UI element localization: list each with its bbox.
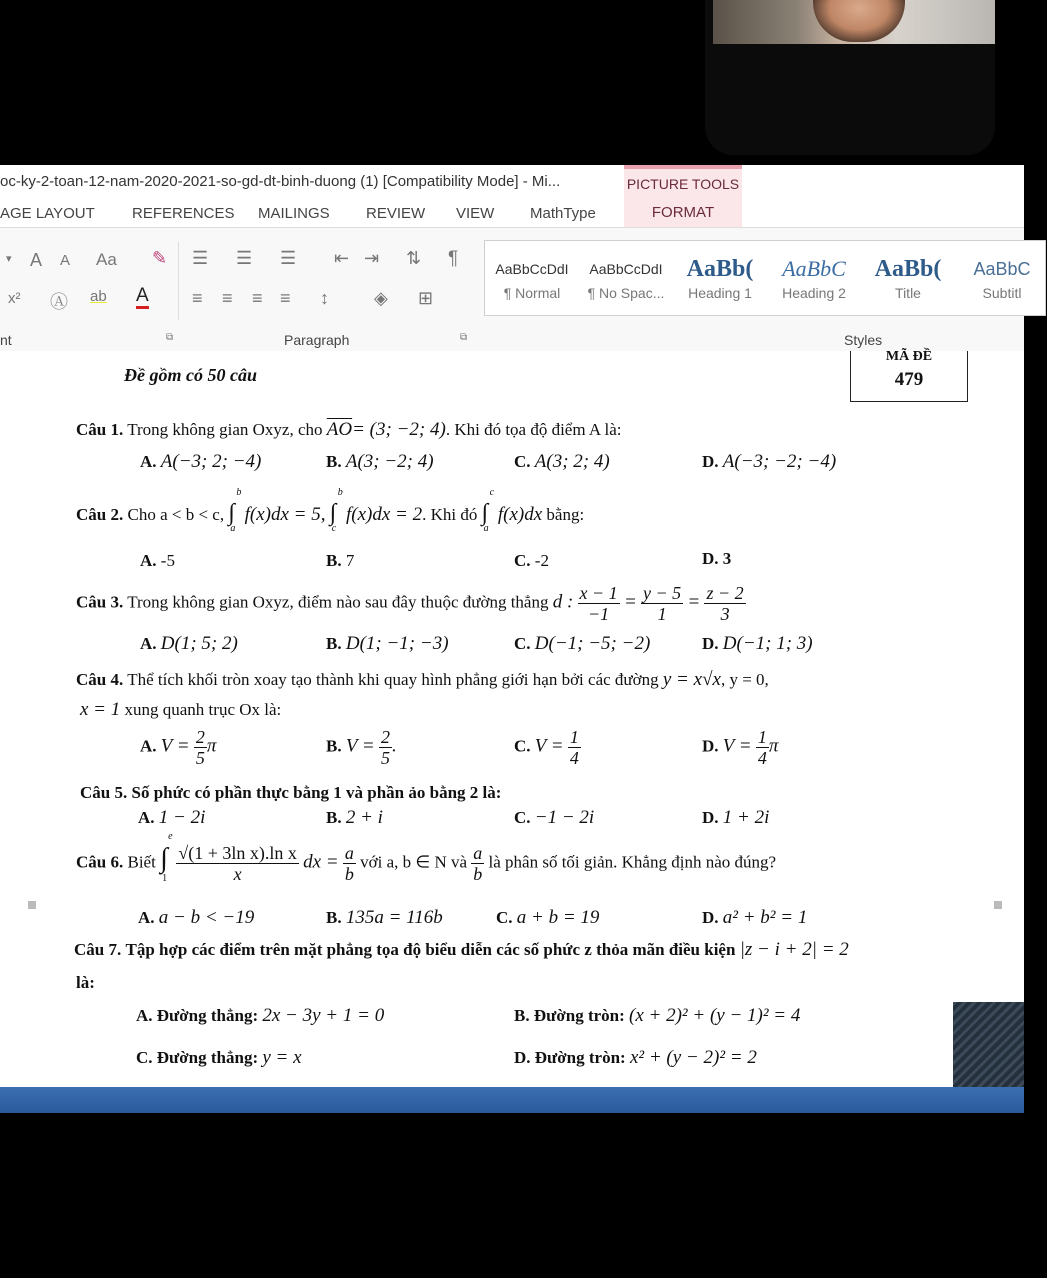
- option-key: A.: [136, 1006, 153, 1025]
- option-value: x² + (y − 2)² = 2: [629, 1047, 757, 1068]
- option-key: C.: [514, 634, 531, 653]
- q5-option-b: [326, 807, 383, 829]
- numerator: y − 5: [643, 583, 682, 603]
- option-value: D(1; 5; 2): [160, 633, 238, 654]
- option-value: a − b < −19: [158, 907, 255, 928]
- q6-option-b: [326, 907, 443, 929]
- q7-option-b: [514, 1005, 800, 1027]
- math: |z − i + 2| = 2: [739, 939, 849, 960]
- integral-upper: e: [168, 831, 173, 843]
- option-value: A(3; −2; 4): [345, 451, 434, 472]
- q2-option-c: [514, 551, 549, 571]
- numerator: 2: [380, 727, 390, 747]
- denominator: 5: [380, 748, 390, 768]
- integral-upper: b: [236, 487, 242, 498]
- question-text: . Khi đó: [422, 505, 478, 524]
- question-2: [76, 487, 585, 534]
- math: f(x)dx = 2: [345, 504, 423, 525]
- paragraph-group-label: Paragraph: [284, 332, 350, 348]
- question-text: là phân số tối giản. Khẳng định nào đúng?: [488, 852, 777, 872]
- numerator: a: [344, 843, 354, 863]
- decrease-indent-icon[interactable]: ⇤: [334, 248, 350, 268]
- q1-option-a: [140, 451, 261, 473]
- q2-option-a: [140, 551, 175, 571]
- numerator: z − 2: [706, 583, 744, 603]
- font-dialog-launcher-icon[interactable]: ⧉: [166, 332, 174, 343]
- denominator: b: [473, 864, 483, 884]
- denominator: 5: [195, 748, 205, 768]
- fraction: [194, 727, 207, 768]
- borders-icon[interactable]: ⊞: [418, 288, 434, 308]
- style-title[interactable]: [863, 241, 953, 313]
- style-preview: AaBb(: [874, 256, 942, 282]
- clear-formatting-icon[interactable]: ✎: [152, 248, 168, 268]
- option-key: B.: [326, 634, 342, 653]
- tab-page-layout[interactable]: AGE LAYOUT: [0, 205, 95, 222]
- option-value: −1 − 2i: [534, 807, 595, 828]
- denominator: 3: [720, 604, 730, 624]
- option-value: 135a = 116b: [345, 907, 443, 928]
- math: x = 1: [80, 699, 121, 720]
- question-text: Biết: [127, 852, 156, 872]
- question-3: [76, 583, 746, 624]
- exam-code: 479: [894, 369, 924, 390]
- text-effects-icon[interactable]: Ⓐ: [50, 292, 68, 312]
- question-text: bằng:: [546, 505, 585, 524]
- option-value: V =: [160, 735, 190, 757]
- question-6: [76, 831, 777, 885]
- style-name: Heading 1: [688, 285, 752, 301]
- option-key: B.: [326, 736, 342, 756]
- option-key: D.: [702, 634, 719, 653]
- option-key: B.: [326, 452, 342, 471]
- option-key: B.: [326, 908, 342, 927]
- option-text: Đường tròn:: [533, 1006, 625, 1025]
- tab-mathtype[interactable]: MathType: [530, 205, 596, 222]
- integral-2: ∫ b c: [329, 487, 343, 534]
- q6-option-c: [496, 907, 599, 929]
- numerator: 1: [757, 727, 767, 747]
- styles-group-label: Styles: [844, 332, 883, 348]
- styles-gallery: [484, 240, 1046, 316]
- integral: ∫ e 1: [160, 831, 173, 885]
- fraction: [578, 583, 620, 624]
- denominator: 1: [657, 604, 667, 624]
- question-text: . Khi đó tọa độ điểm A là:: [445, 420, 622, 439]
- question-text: với a, b ∈ N và: [360, 852, 468, 872]
- q7-option-a: [136, 1005, 384, 1027]
- q3-option-c: [514, 633, 650, 655]
- grow-font-button[interactable]: A: [30, 250, 43, 270]
- denominator: 4: [569, 748, 579, 768]
- paragraph-dialog-launcher-icon[interactable]: ⧉: [460, 332, 468, 343]
- option-value: (x + 2)² + (y − 1)² = 4: [629, 1005, 801, 1026]
- option-key: C.: [136, 1048, 153, 1067]
- q4-option-a: [140, 727, 216, 768]
- option-key: D.: [702, 908, 719, 927]
- exam-intro: Đề gồm có 50 câu: [124, 365, 257, 385]
- style-heading-2[interactable]: [769, 241, 859, 313]
- integral-lower: a: [230, 523, 236, 534]
- q4-option-b: [326, 727, 397, 768]
- fraction: [641, 583, 683, 624]
- q7-option-c: [136, 1047, 302, 1069]
- question-text: là:: [76, 973, 95, 992]
- style-preview: AaBbCcDdI: [495, 261, 569, 277]
- option-value: A(−3; 2; −4): [160, 451, 262, 472]
- style-name: ¶ No Spac...: [587, 285, 665, 301]
- tab-view[interactable]: VIEW: [456, 205, 495, 222]
- style-subtitle[interactable]: [957, 241, 1047, 313]
- option-key: A.: [138, 908, 155, 927]
- webcam-overlay: [705, 0, 995, 155]
- question-7: [74, 939, 849, 961]
- option-value: π: [206, 735, 217, 757]
- multilevel-list-icon[interactable]: ☰: [280, 248, 297, 268]
- fraction: [176, 843, 299, 884]
- math: d :: [552, 591, 574, 613]
- style-no-spacing[interactable]: [581, 241, 671, 313]
- option-key: C.: [514, 736, 531, 756]
- ribbon: [0, 227, 1031, 353]
- integral-lower: c: [331, 523, 337, 534]
- math: f(x)dx: [497, 504, 543, 525]
- question-label: Câu 5.: [80, 783, 128, 802]
- question-label: Câu 6.: [76, 852, 124, 872]
- q2-option-b: [326, 551, 354, 571]
- numerator: x − 1: [579, 583, 618, 603]
- question-text: , y = 0,: [720, 670, 769, 689]
- resize-handle[interactable]: [994, 901, 1002, 909]
- highlight-button[interactable]: ab: [90, 288, 107, 305]
- math: = (3; −2; 4): [352, 419, 446, 440]
- q5-option-a: [138, 807, 205, 829]
- q1-option-d: [702, 451, 836, 473]
- style-preview: AaBb(: [686, 256, 754, 282]
- option-value: 1 + 2i: [722, 807, 770, 828]
- q6-option-a: [138, 907, 254, 929]
- option-key: D.: [702, 549, 719, 568]
- change-case-button[interactable]: Aa: [96, 250, 117, 269]
- bullets-icon[interactable]: ☰: [192, 248, 209, 268]
- option-value: 2x − 3y + 1 = 0: [262, 1005, 385, 1026]
- shrink-font-button[interactable]: A: [60, 252, 71, 269]
- numbering-icon[interactable]: ☰: [236, 248, 253, 268]
- q6-option-d: [702, 907, 807, 929]
- option-value: D(−1; 1; 3): [722, 633, 813, 654]
- tab-review[interactable]: REVIEW: [366, 205, 426, 222]
- document-title: oc-ky-2-toan-12-nam-2020-2021-so-gd-dt-binh-duong (1) [Compatibility Mode] - Mi...: [0, 173, 561, 190]
- denominator: 4: [757, 748, 767, 768]
- option-key: C.: [496, 908, 513, 927]
- tab-mailings[interactable]: MAILINGS: [258, 205, 330, 222]
- fraction: [471, 843, 484, 884]
- option-value: a² + b² = 1: [722, 907, 808, 928]
- question-text: Trong không gian Oxyz, điểm nào sau đây thuộc đường thẳng: [127, 592, 549, 612]
- q5-option-d: [702, 807, 769, 829]
- question-label: Câu 2.: [76, 505, 124, 524]
- superscript-button[interactable]: x²: [8, 290, 21, 307]
- integral-1: ∫ b a: [228, 487, 242, 534]
- question-label: Câu 3.: [76, 592, 124, 612]
- shading-icon[interactable]: ◈: [374, 288, 388, 308]
- question-label: Câu 7.: [74, 940, 122, 959]
- question-5: [80, 783, 501, 803]
- math: dx =: [303, 851, 339, 873]
- q3-option-a: [140, 633, 238, 655]
- option-key: C.: [514, 808, 531, 827]
- option-value: 1 − 2i: [158, 807, 206, 828]
- option-value: V =: [345, 735, 375, 757]
- title-bar: [0, 165, 1024, 199]
- fraction: [568, 727, 581, 768]
- option-key: B.: [326, 551, 342, 570]
- option-text: Đường thẳng:: [156, 1048, 259, 1067]
- option-key: A.: [140, 634, 157, 653]
- option-value: π: [768, 735, 779, 757]
- option-key: A.: [140, 736, 157, 756]
- question-4: [76, 669, 769, 691]
- q4-option-d: [702, 727, 778, 768]
- q2-option-d: [702, 549, 731, 569]
- option-value: V =: [722, 735, 752, 757]
- denominator: x: [233, 864, 242, 884]
- option-key: B.: [326, 808, 342, 827]
- option-value: D(−1; −5; −2): [534, 633, 651, 654]
- denominator: −1: [588, 604, 610, 624]
- tab-format[interactable]: FORMAT: [624, 199, 742, 227]
- font-color-button[interactable]: A: [136, 286, 149, 309]
- integral-upper: b: [337, 487, 343, 498]
- option-value: D(1; −1; −3): [345, 633, 449, 654]
- style-preview: AaBbC: [973, 259, 1031, 279]
- math: f(x)dx = 5,: [244, 504, 326, 525]
- group-separator: [178, 242, 179, 320]
- option-value: .: [391, 735, 397, 757]
- option-key: C.: [514, 551, 531, 570]
- question-text: xung quanh trục Ox là:: [124, 700, 282, 719]
- option-value: -2: [534, 551, 549, 570]
- show-formatting-icon[interactable]: ¶: [448, 248, 459, 269]
- option-key: A.: [140, 452, 157, 471]
- word-window: [0, 165, 1031, 1087]
- option-key: D.: [702, 736, 719, 756]
- option-value: 2 + i: [345, 807, 383, 828]
- option-text: Đường thẳng:: [156, 1006, 259, 1025]
- option-key: D.: [514, 1048, 531, 1067]
- question-text: Cho a < b < c,: [127, 505, 225, 524]
- taskbar: [0, 1087, 1024, 1113]
- font-group-label: nt: [0, 332, 12, 348]
- font-size-dropdown-icon[interactable]: ▾: [6, 253, 12, 265]
- style-name: Subtitl: [982, 285, 1022, 301]
- question-label: Câu 4.: [76, 670, 124, 689]
- option-value: -5: [160, 551, 175, 570]
- question-4-line-2: [80, 699, 281, 721]
- option-value: V =: [534, 735, 564, 757]
- question-text: Trong không gian Oxyz, cho: [127, 420, 323, 439]
- style-name: Heading 2: [782, 285, 846, 301]
- exam-code-box: [850, 351, 968, 402]
- vector: $\overline{AO}$: [326, 419, 353, 440]
- question-label: Câu 1.: [76, 420, 124, 439]
- math: y = x√x: [662, 669, 721, 690]
- q3-option-b: [326, 633, 449, 655]
- option-value: y = x: [262, 1047, 302, 1068]
- option-text: Đường tròn:: [534, 1048, 626, 1067]
- numerator: 1: [569, 727, 579, 747]
- option-value: A(3; 2; 4): [534, 451, 610, 472]
- q3-option-d: [702, 633, 813, 655]
- align-center-icon[interactable]: ≡: [222, 288, 233, 308]
- option-value: 3: [722, 549, 732, 568]
- ribbon-tabs: [0, 199, 1024, 227]
- integral-lower: a: [483, 523, 489, 534]
- math: =: [623, 591, 637, 613]
- numerator: a: [473, 843, 483, 863]
- q5-option-c: [514, 807, 594, 829]
- option-value: A(−3; −2; −4): [722, 451, 837, 472]
- numerator: 2: [195, 727, 205, 747]
- math: =: [687, 591, 701, 613]
- fraction: [704, 583, 745, 624]
- style-name: ¶ Normal: [503, 285, 561, 301]
- option-value: 7: [345, 551, 355, 570]
- option-key: D.: [702, 808, 719, 827]
- option-key: B.: [514, 1006, 530, 1025]
- style-heading-1[interactable]: [675, 241, 765, 313]
- style-preview: AaBbCcDdI: [589, 261, 663, 277]
- line-spacing-icon[interactable]: ↕: [320, 288, 329, 308]
- q1-option-b: [326, 451, 434, 473]
- resize-handle[interactable]: [28, 901, 36, 909]
- justify-icon[interactable]: ≡: [280, 288, 291, 308]
- question-1: [76, 419, 621, 441]
- option-value: a + b = 19: [516, 907, 600, 928]
- fraction: [343, 843, 356, 884]
- document-page: [0, 351, 1024, 1087]
- integral-lower: 1: [162, 873, 168, 885]
- option-key: D.: [702, 452, 719, 471]
- integral-upper: c: [489, 487, 495, 498]
- style-normal[interactable]: [487, 241, 577, 313]
- question-text: Thể tích khối tròn xoay tạo thành khi quay hình phẳng giới hạn bởi các đường: [127, 670, 659, 689]
- option-key: A.: [140, 551, 157, 570]
- q1-option-c: [514, 451, 610, 473]
- style-name: Title: [895, 285, 921, 301]
- fraction: [756, 727, 769, 768]
- question-7-line-2: [76, 973, 95, 993]
- question-text: Số phức có phần thực bằng 1 và phần ảo bằng 2 là:: [131, 783, 502, 802]
- tab-references[interactable]: REFERENCES: [132, 205, 235, 222]
- sort-icon[interactable]: ⇅: [406, 248, 422, 268]
- exam-code-header: MÃ ĐỀ: [885, 349, 933, 364]
- option-key: C.: [514, 452, 531, 471]
- align-right-icon[interactable]: ≡: [252, 288, 263, 308]
- question-text: Tập hợp các điểm trên mặt phẳng tọa độ biểu diễn các số phức z thỏa mãn điều kiện: [125, 940, 736, 959]
- align-left-icon[interactable]: ≡: [192, 288, 203, 308]
- fraction: [379, 727, 392, 768]
- option-key: A.: [138, 808, 155, 827]
- increase-indent-icon[interactable]: ⇥: [364, 248, 380, 268]
- numerator: √(1 + 3ln x).ln x: [178, 843, 297, 863]
- q7-option-d: [514, 1047, 757, 1069]
- integral-3: ∫ c a: [481, 487, 495, 534]
- picture-tools-context-tab[interactable]: PICTURE TOOLS: [624, 165, 742, 199]
- q4-option-c: [514, 727, 581, 768]
- style-preview: AaBbC: [782, 256, 846, 281]
- denominator: b: [344, 864, 354, 884]
